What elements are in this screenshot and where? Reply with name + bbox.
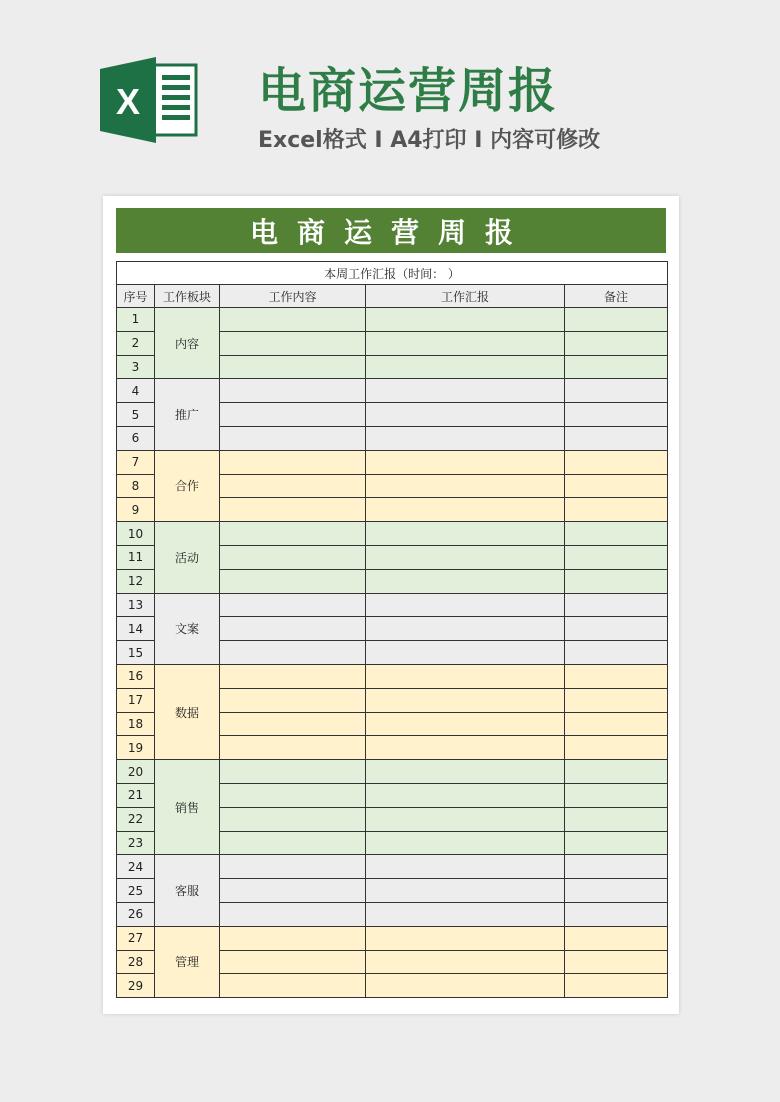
content-cell[interactable] xyxy=(220,308,366,332)
table-row xyxy=(117,664,668,688)
section-cell: 活动 xyxy=(155,522,220,593)
note-cell[interactable] xyxy=(565,545,668,569)
report-cell[interactable] xyxy=(366,664,565,688)
note-cell[interactable] xyxy=(565,926,668,950)
table-row xyxy=(117,450,668,474)
row-number: 12 xyxy=(117,569,155,593)
content-cell[interactable] xyxy=(220,331,366,355)
column-header-seq: 序号 xyxy=(117,285,155,308)
row-number: 13 xyxy=(117,593,155,617)
content-cell[interactable] xyxy=(220,450,366,474)
row-number: 18 xyxy=(117,712,155,736)
row-number: 4 xyxy=(117,379,155,403)
column-header-section: 工作板块 xyxy=(155,285,220,308)
note-cell[interactable] xyxy=(565,569,668,593)
section-cell: 文案 xyxy=(155,593,220,664)
report-cell[interactable] xyxy=(366,545,565,569)
section-cell: 销售 xyxy=(155,760,220,855)
row-number: 29 xyxy=(117,974,155,998)
content-cell[interactable] xyxy=(220,688,366,712)
note-cell[interactable] xyxy=(565,688,668,712)
content-cell[interactable] xyxy=(220,760,366,784)
note-cell[interactable] xyxy=(565,879,668,903)
note-cell[interactable] xyxy=(565,783,668,807)
page-subtitle: Excel格式 I A4打印 I 内容可修改 xyxy=(258,128,601,153)
content-cell[interactable] xyxy=(220,569,366,593)
row-number: 28 xyxy=(117,950,155,974)
report-cell[interactable] xyxy=(366,522,565,546)
report-cell[interactable] xyxy=(366,617,565,641)
content-cell[interactable] xyxy=(220,712,366,736)
content-cell[interactable] xyxy=(220,426,366,450)
report-cell[interactable] xyxy=(366,641,565,665)
row-number: 26 xyxy=(117,902,155,926)
column-header-note: 备注 xyxy=(565,285,668,308)
content-cell[interactable] xyxy=(220,902,366,926)
report-cell[interactable] xyxy=(366,688,565,712)
content-cell[interactable] xyxy=(220,664,366,688)
section-cell: 推广 xyxy=(155,379,220,450)
note-cell[interactable] xyxy=(565,950,668,974)
note-cell[interactable] xyxy=(565,426,668,450)
table-caption: 本周工作汇报（时间： ） xyxy=(117,262,668,285)
row-number: 14 xyxy=(117,617,155,641)
content-cell[interactable] xyxy=(220,379,366,403)
content-cell[interactable] xyxy=(220,498,366,522)
row-number: 3 xyxy=(117,355,155,379)
row-number: 9 xyxy=(117,498,155,522)
report-cell[interactable] xyxy=(366,736,565,760)
note-cell[interactable] xyxy=(565,617,668,641)
section-cell: 合作 xyxy=(155,450,220,521)
note-cell[interactable] xyxy=(565,855,668,879)
report-cell[interactable] xyxy=(366,593,565,617)
report-table xyxy=(116,261,668,998)
note-cell[interactable] xyxy=(565,593,668,617)
row-number: 2 xyxy=(117,331,155,355)
row-number: 23 xyxy=(117,831,155,855)
note-cell[interactable] xyxy=(565,379,668,403)
sheet-banner: 电商运营周报 xyxy=(116,208,666,253)
note-cell[interactable] xyxy=(565,807,668,831)
row-number: 27 xyxy=(117,926,155,950)
section-cell: 管理 xyxy=(155,926,220,997)
row-number: 15 xyxy=(117,641,155,665)
report-cell[interactable] xyxy=(366,712,565,736)
excel-logo-letter: X xyxy=(115,81,141,122)
report-cell[interactable] xyxy=(366,498,565,522)
note-cell[interactable] xyxy=(565,736,668,760)
table-row xyxy=(117,522,668,546)
report-cell[interactable] xyxy=(366,855,565,879)
row-number: 10 xyxy=(117,522,155,546)
report-cell[interactable] xyxy=(366,783,565,807)
row-number: 6 xyxy=(117,426,155,450)
note-cell[interactable] xyxy=(565,450,668,474)
page-title: 电商运营周报 xyxy=(258,63,559,119)
row-number: 1 xyxy=(117,308,155,332)
row-number: 20 xyxy=(117,760,155,784)
note-cell[interactable] xyxy=(565,403,668,427)
column-header-content: 工作内容 xyxy=(220,285,366,308)
report-cell[interactable] xyxy=(366,950,565,974)
note-cell[interactable] xyxy=(565,355,668,379)
row-number: 16 xyxy=(117,664,155,688)
report-sheet xyxy=(103,196,679,1014)
excel-logo-icon xyxy=(100,57,200,143)
report-cell[interactable] xyxy=(366,760,565,784)
row-number: 5 xyxy=(117,403,155,427)
report-cell[interactable] xyxy=(366,569,565,593)
row-number: 22 xyxy=(117,807,155,831)
section-cell: 内容 xyxy=(155,308,220,379)
note-cell[interactable] xyxy=(565,308,668,332)
table-row xyxy=(117,379,668,403)
note-cell[interactable] xyxy=(565,712,668,736)
report-cell[interactable] xyxy=(366,379,565,403)
note-cell[interactable] xyxy=(565,641,668,665)
note-cell[interactable] xyxy=(565,474,668,498)
table-row xyxy=(117,855,668,879)
row-number: 17 xyxy=(117,688,155,712)
content-cell[interactable] xyxy=(220,807,366,831)
report-cell[interactable] xyxy=(366,926,565,950)
note-cell[interactable] xyxy=(565,664,668,688)
content-cell[interactable] xyxy=(220,783,366,807)
section-cell: 客服 xyxy=(155,855,220,926)
content-cell[interactable] xyxy=(220,403,366,427)
content-cell[interactable] xyxy=(220,355,366,379)
row-number: 24 xyxy=(117,855,155,879)
note-cell[interactable] xyxy=(565,974,668,998)
column-header-report: 工作汇报 xyxy=(366,285,565,308)
note-cell[interactable] xyxy=(565,522,668,546)
content-cell[interactable] xyxy=(220,950,366,974)
section-cell: 数据 xyxy=(155,664,220,759)
content-cell[interactable] xyxy=(220,736,366,760)
row-number: 8 xyxy=(117,474,155,498)
report-cell[interactable] xyxy=(366,474,565,498)
content-cell[interactable] xyxy=(220,522,366,546)
content-cell[interactable] xyxy=(220,641,366,665)
report-cell[interactable] xyxy=(366,807,565,831)
content-cell[interactable] xyxy=(220,617,366,641)
table-row xyxy=(117,308,668,332)
row-number: 25 xyxy=(117,879,155,903)
note-cell[interactable] xyxy=(565,498,668,522)
table-row xyxy=(117,593,668,617)
report-cell[interactable] xyxy=(366,902,565,926)
table-row xyxy=(117,760,668,784)
report-cell[interactable] xyxy=(366,426,565,450)
content-cell[interactable] xyxy=(220,926,366,950)
note-cell[interactable] xyxy=(565,760,668,784)
row-number: 19 xyxy=(117,736,155,760)
row-number: 7 xyxy=(117,450,155,474)
report-cell[interactable] xyxy=(366,974,565,998)
report-cell[interactable] xyxy=(366,331,565,355)
report-cell[interactable] xyxy=(366,403,565,427)
row-number: 11 xyxy=(117,545,155,569)
report-cell[interactable] xyxy=(366,831,565,855)
note-cell[interactable] xyxy=(565,902,668,926)
report-cell[interactable] xyxy=(366,308,565,332)
note-cell[interactable] xyxy=(565,831,668,855)
content-cell[interactable] xyxy=(220,545,366,569)
content-cell[interactable] xyxy=(220,855,366,879)
table-row xyxy=(117,926,668,950)
report-cell[interactable] xyxy=(366,355,565,379)
content-cell[interactable] xyxy=(220,879,366,903)
report-cell[interactable] xyxy=(366,879,565,903)
report-cell[interactable] xyxy=(366,450,565,474)
content-cell[interactable] xyxy=(220,474,366,498)
content-cell[interactable] xyxy=(220,593,366,617)
content-cell[interactable] xyxy=(220,831,366,855)
row-number: 21 xyxy=(117,783,155,807)
content-cell[interactable] xyxy=(220,974,366,998)
note-cell[interactable] xyxy=(565,331,668,355)
